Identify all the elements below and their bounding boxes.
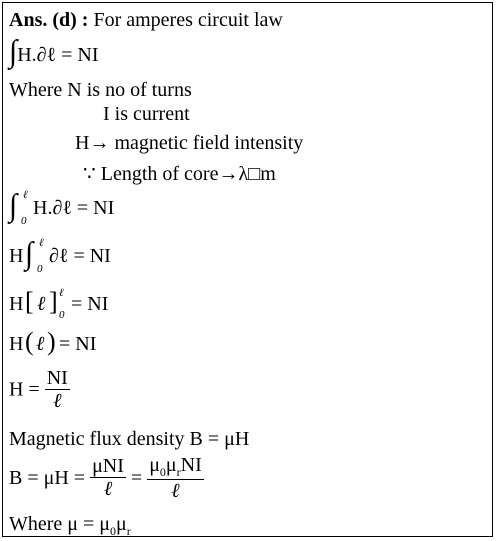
- mu-symbol: μ: [116, 513, 127, 535]
- denominator: ℓ: [53, 390, 62, 412]
- flux-density-line: Magnetic flux density B = μH: [9, 428, 250, 450]
- answer-header: [9, 9, 283, 32]
- ni-text: NI: [180, 454, 202, 476]
- h-intensity-line: H→ magnetic field intensity: [75, 132, 304, 154]
- integral-sign: ∫: [9, 34, 18, 69]
- fraction-ni-over-l: [45, 368, 70, 412]
- answer-box: [2, 2, 493, 537]
- equation-h-factored: [9, 236, 179, 279]
- mu-symbol: μ: [149, 454, 160, 476]
- where-mu-line: [9, 513, 131, 539]
- fraction-mu0-mur-ni-over-l: [147, 455, 204, 502]
- subscript-zero: 0: [159, 465, 166, 479]
- eq3-prefix: H: [9, 245, 24, 267]
- equation-h-times-length: [9, 329, 169, 363]
- lower-limit: 0: [59, 309, 65, 321]
- integral-sign: ∫: [9, 188, 18, 223]
- upper-limit: ℓ: [23, 189, 28, 201]
- eq6-lhs: H =: [9, 378, 40, 401]
- subscript-zero: 0: [110, 524, 117, 538]
- eq2-integrand: H.∂ℓ = NI: [33, 197, 115, 219]
- answer-label: Ans. (d) :: [9, 9, 89, 31]
- answer-intro: For amperes circuit law: [88, 9, 283, 31]
- eq4-inner: ℓ: [37, 293, 46, 315]
- subscript-r: r: [176, 465, 181, 479]
- upper-limit: ℓ: [39, 237, 44, 249]
- equation-flux-density: [9, 455, 204, 502]
- upper-limit: ℓ: [59, 287, 64, 299]
- equals-sign: =: [130, 466, 143, 489]
- core-length-line: ∵ Length of core→λ□m: [83, 163, 276, 185]
- eq1-integrand: H.∂ℓ = NI: [17, 44, 99, 66]
- numerator: NI: [46, 367, 68, 389]
- where-mu-text: Where μ = μ: [9, 513, 111, 535]
- subscript-r: r: [126, 524, 131, 538]
- left-bracket: [: [25, 287, 34, 316]
- eq7-lhs: B = μH =: [9, 466, 86, 489]
- eq5-rhs: = NI: [59, 333, 97, 355]
- numerator: μNI: [92, 455, 124, 478]
- mu-symbol: μ: [165, 454, 177, 476]
- eq3-integrand: ∂ℓ = NI: [49, 245, 111, 267]
- eq5-inner: ℓ: [36, 333, 45, 355]
- left-paren: (: [25, 327, 34, 356]
- integral-sign: ∫: [25, 236, 34, 271]
- eq4-prefix: H: [9, 293, 24, 315]
- equation-evaluated-bracket: [9, 289, 179, 325]
- right-paren: ): [47, 327, 56, 356]
- denominator: ℓ: [103, 478, 113, 501]
- i-current-line: I is current: [103, 103, 190, 125]
- fraction-mu-ni-over-l: [90, 456, 126, 500]
- equation-ampere-law: [9, 34, 99, 69]
- right-bracket: ]: [49, 287, 58, 316]
- lower-limit: 0: [21, 215, 27, 227]
- where-n-line: Where N is no of turns: [9, 79, 192, 101]
- eq5-prefix: H: [9, 333, 24, 355]
- numerator: [147, 455, 204, 480]
- equation-definite-integral: [9, 188, 169, 231]
- lower-limit: 0: [37, 263, 43, 275]
- equation-h-result: [9, 368, 70, 412]
- eq4-rhs: = NI: [71, 293, 109, 315]
- denominator: ℓ: [171, 479, 180, 502]
